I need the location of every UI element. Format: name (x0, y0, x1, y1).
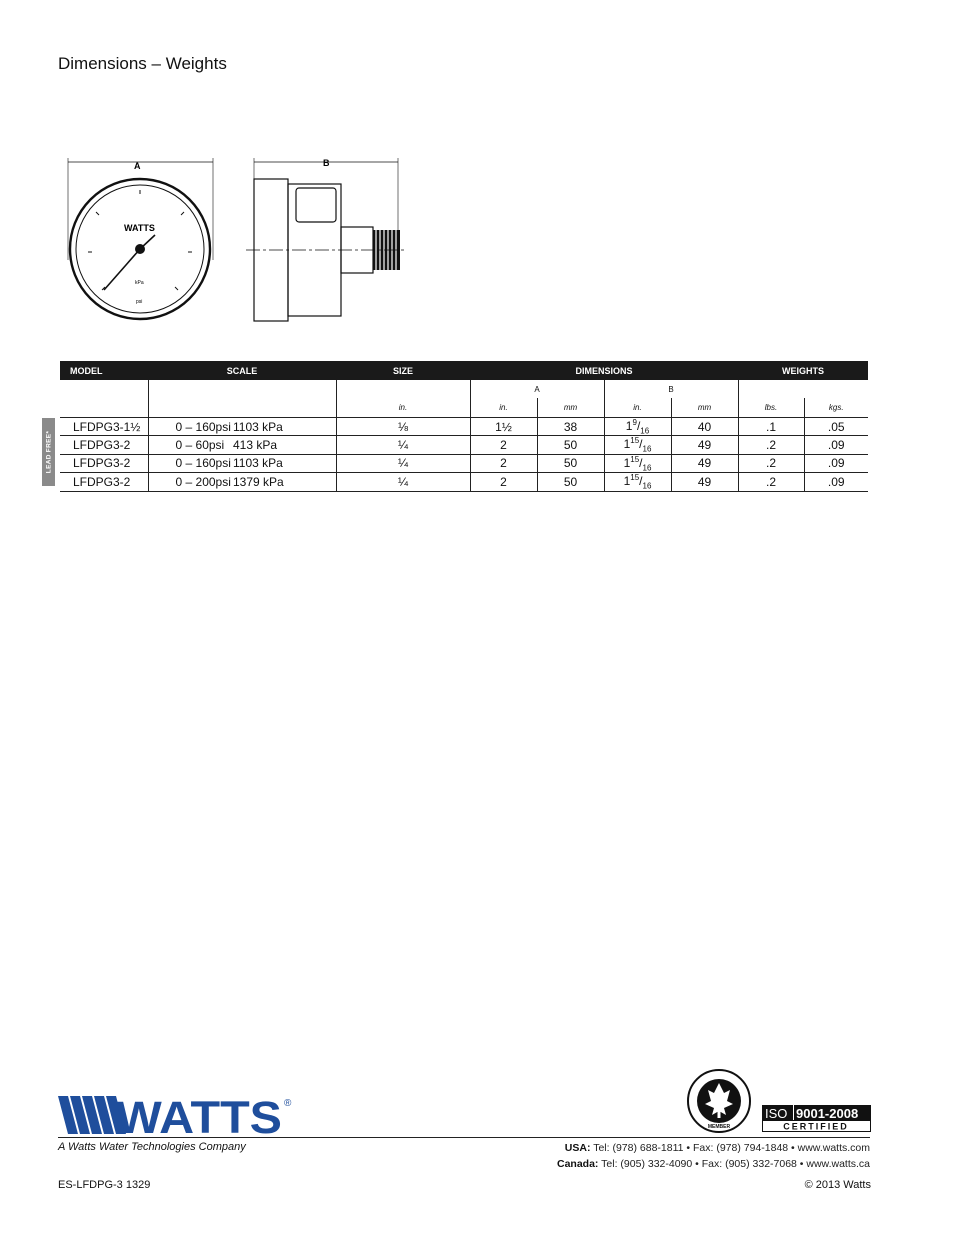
canada-contact (557, 1158, 870, 1170)
watts-logo (58, 1094, 298, 1136)
dial-kpa-text: kPa (135, 280, 144, 286)
usgbc-member-seal (686, 1068, 752, 1134)
usa-contact-text: Tel: (978) 688-1811 • Fax: (978) 794-1848 • www.watts.com (593, 1142, 870, 1154)
iso-certified-text: CERTIFIED (783, 1121, 849, 1132)
header-dimensions: DIMENSIONS (470, 361, 738, 380)
cell-kgs: .05 (804, 418, 868, 436)
unit-a-mm: mm (537, 398, 604, 418)
cell-scale-psi: 0 – 160psi (148, 454, 233, 472)
cell-a-mm: 50 (537, 436, 604, 454)
dimensions-weights-table (60, 361, 868, 492)
cell-b-in: $1^9/_{16}$ (604, 418, 671, 436)
dimension-b-label: B (323, 158, 330, 168)
lead-free-text: LEAD FREE* (45, 430, 52, 474)
cell-a-mm: 50 (537, 454, 604, 472)
cell-b-mm: 40 (671, 418, 738, 436)
cell-b-mm: 49 (671, 454, 738, 472)
lead-free-tag (42, 418, 55, 486)
cell-size: ¼ (336, 436, 470, 454)
cell-scale-kpa: 1103 kPa (233, 454, 336, 472)
cell-scale-kpa: 413 kPa (233, 436, 336, 454)
footer-tagline: A Watts Water Technologies Company (58, 1141, 246, 1153)
cell-a-in: 2 (470, 454, 537, 472)
unit-b-in: in. (604, 398, 671, 418)
document-number: ES-LFDPG-3 1329 (58, 1179, 151, 1191)
cell-b-in: $1^{15}/_{16}$ (604, 436, 671, 454)
table-row (60, 436, 868, 454)
table-units-row (60, 398, 868, 418)
cell-lbs: .2 (738, 454, 804, 472)
page-title: Dimensions – Weights (58, 54, 227, 73)
cell-model: LFDPG3-1½ (60, 418, 148, 436)
cell-b-in: $1^{15}/_{16}$ (604, 473, 671, 491)
cell-b-mm: 49 (671, 473, 738, 491)
cell-a-in: 1½ (470, 418, 537, 436)
usgbc-member-text: MEMBER (707, 1124, 731, 1130)
cell-scale-kpa: 1379 kPa (233, 473, 336, 491)
cell-model: LFDPG3-2 (60, 454, 148, 472)
cell-size: ¼ (336, 473, 470, 491)
table-header-row (60, 361, 868, 380)
dial-brand-text: WATTS (124, 223, 155, 233)
iso-certified-badge (762, 1105, 872, 1133)
canada-label: Canada: (557, 1158, 599, 1170)
table-row (60, 454, 868, 472)
cell-kgs: .09 (804, 473, 868, 491)
dimension-a-label: A (134, 161, 141, 171)
cell-kgs: .09 (804, 436, 868, 454)
subheader-b: B (604, 380, 738, 398)
cell-lbs: .1 (738, 418, 804, 436)
header-scale: SCALE (148, 361, 336, 380)
unit-b-mm: mm (671, 398, 738, 418)
cell-lbs: .2 (738, 473, 804, 491)
usa-label: USA: (564, 1142, 591, 1154)
dial-psi-text: psi (136, 299, 143, 305)
subheader-a: A (470, 380, 604, 398)
unit-lbs: lbs. (738, 398, 804, 418)
header-weights: WEIGHTS (738, 361, 868, 380)
logo-wordmark: WATTS (116, 1094, 282, 1136)
cell-scale-kpa: 1103 kPa (233, 418, 336, 436)
canada-contact-text: Tel: (905) 332-4090 • Fax: (905) 332-7068 • www.watts.ca (601, 1158, 870, 1170)
unit-kgs: kgs. (804, 398, 868, 418)
usa-contact (565, 1142, 870, 1154)
cell-scale-psi: 0 – 160psi (148, 418, 233, 436)
table-row (60, 418, 868, 436)
cell-scale-psi: 0 – 200psi (148, 473, 233, 491)
copyright: © 2013 Watts (804, 1179, 871, 1191)
cell-model: LFDPG3-2 (60, 436, 148, 454)
header-size: SIZE (336, 361, 470, 380)
cell-a-in: 2 (470, 436, 537, 454)
registered-mark: ® (284, 1098, 292, 1109)
cell-a-mm: 50 (537, 473, 604, 491)
cell-scale-psi: 0 – 60psi (148, 436, 233, 454)
cell-kgs: .09 (804, 454, 868, 472)
cell-a-mm: 38 (537, 418, 604, 436)
cell-model: LFDPG3-2 (60, 473, 148, 491)
cell-b-in: $1^{15}/_{16}$ (604, 454, 671, 472)
iso-prefix: ISO (765, 1106, 788, 1121)
cell-lbs: .2 (738, 436, 804, 454)
cell-size: ⅛ (336, 418, 470, 436)
unit-size-in: in. (336, 398, 470, 418)
iso-number: 9001-2008 (796, 1106, 859, 1121)
footer-divider (58, 1137, 870, 1138)
unit-a-in: in. (470, 398, 537, 418)
cell-b-mm: 49 (671, 436, 738, 454)
table-subheader-row (60, 380, 868, 398)
cell-size: ¼ (336, 454, 470, 472)
gauge-dimension-drawing (60, 150, 420, 330)
cell-a-in: 2 (470, 473, 537, 491)
table-row (60, 473, 868, 491)
header-model: MODEL (60, 361, 148, 380)
